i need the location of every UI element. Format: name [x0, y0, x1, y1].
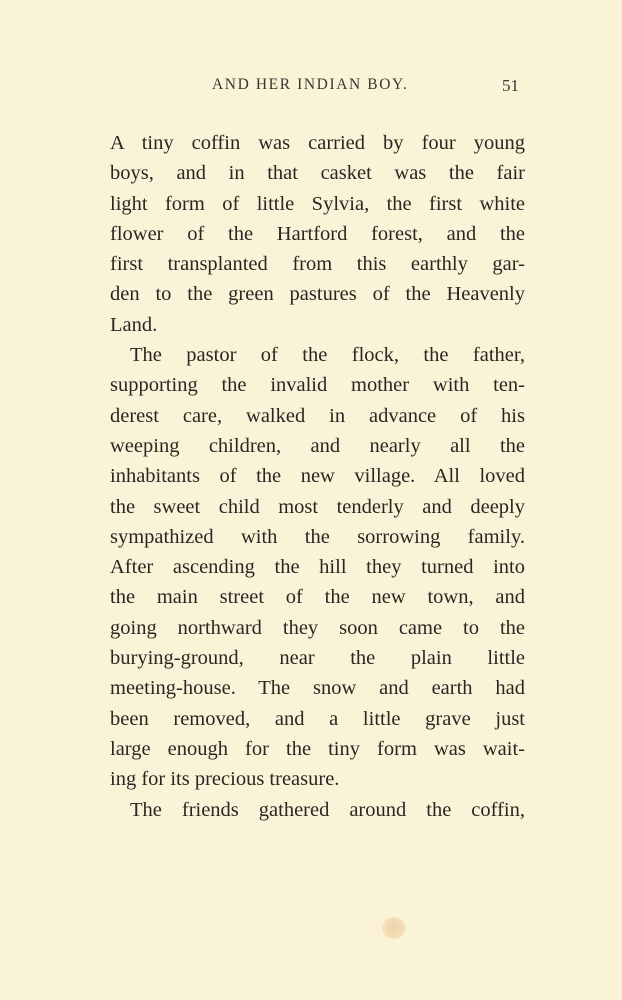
text-line: first transplanted from this earthly gar-: [110, 253, 525, 276]
text-line: been removed, and a little grave just: [110, 707, 525, 730]
text-line: After ascending the hill they turned into: [110, 556, 525, 579]
paper-stain: [382, 917, 406, 939]
text-line: inhabitants of the new village. All loved: [110, 465, 525, 488]
text-line: sympathized with the sorrowing family.: [110, 525, 525, 548]
text-line: derest care, walked in advance of his: [110, 404, 525, 427]
text-line: supporting the invalid mother with ten-: [110, 374, 525, 397]
text-line: Land.: [110, 313, 158, 336]
text-line: the sweet child most tenderly and deeply: [110, 495, 525, 518]
running-head: AND HER INDIAN BOY.: [212, 76, 409, 93]
text-line: ing for its precious treasure.: [110, 768, 340, 791]
text-line: light form of little Sylvia, the first white: [110, 192, 525, 215]
text-line: A tiny coffin was carried by four young: [110, 132, 525, 154]
text-line: burying-ground, near the plain little: [110, 647, 525, 670]
text-line: weeping children, and nearly all the: [110, 434, 525, 457]
text-line: den to the green pastures of the Heavenly: [110, 283, 525, 306]
page-header: [0, 76, 622, 100]
text-line: large enough for the tiny form was wait-: [110, 737, 525, 760]
text-line: flower of the Hartford forest, and the: [110, 222, 525, 245]
text-line: The pastor of the flock, the father,: [130, 344, 525, 367]
page-number: 51: [502, 76, 519, 95]
text-line: meeting-house. The snow and earth had: [110, 677, 525, 700]
text-line: The friends gathered around the coffin,: [130, 798, 525, 821]
text-line: the main street of the new town, and: [110, 586, 525, 609]
body-text: [110, 128, 525, 825]
text-line: going northward they soon came to the: [110, 616, 525, 639]
text-line: boys, and in that casket was the fair: [110, 162, 525, 185]
